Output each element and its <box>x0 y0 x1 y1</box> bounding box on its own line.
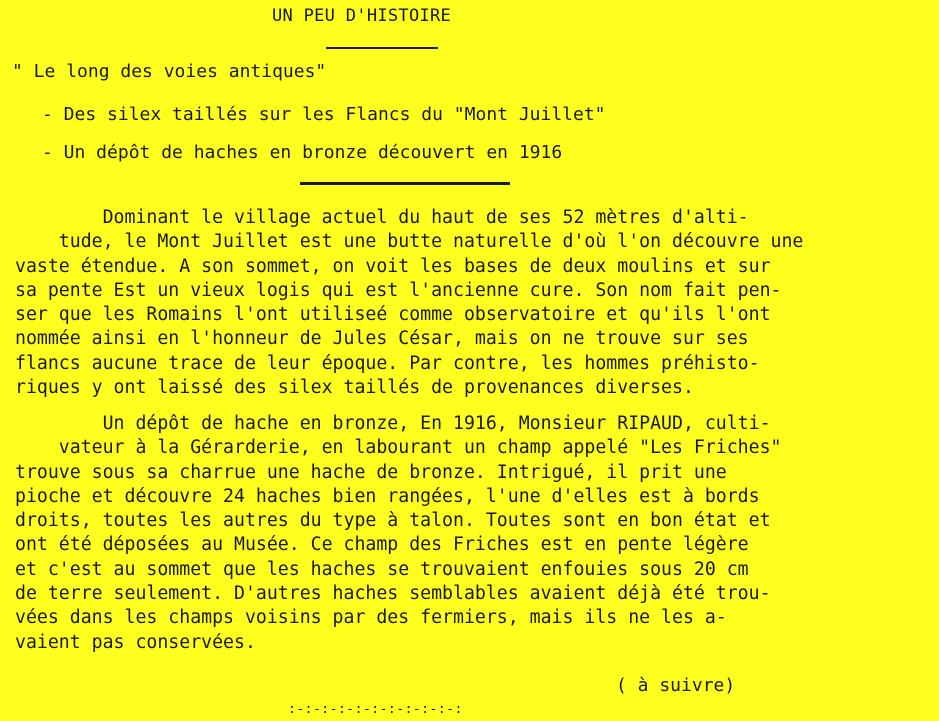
paragraph-mont-juillet: Dominant le village actuel du haut de ses 52 mètres d'alti- tude, le Mont Juillet est une butte naturelle d'où l'on découvre une vaste étendue. A son sommet, on voit les bases de deux moulins et sur sa pente Est un vieux logis qui est l'ancienne cure. Son nom fait pen- ser que les Romains l'ont utiliseé comme observatoire et qu'ils l'ont nommée ainsi en l'honneur de Jules César, mais on ne trouve sur ses flancs aucune trace de leur époque. Par contre, les hommes préhisto- riques y ont laissé des silex taillés de provenances diverses. <box>15 207 804 399</box>
document-subtitle: " Le long des voies antiques" <box>12 61 327 82</box>
document-title: UN PEU D'HISTOIRE <box>272 6 452 26</box>
bullet-item: - Un dépôt de haches en bronze découvert en 1916 <box>42 142 563 163</box>
paragraph-bronze-axes: Un dépôt de hache en bronze, En 1916, Monsieur RIPAUD, culti- vateur à la Gérarderie, en labourant un champ appelé "Les Friches" trouve sous sa charrue une hache de bronze. Intrigué, il prit une pioche et découvre 24 haches bien rangées, l'une d'elles est à bords droits, toutes les autres du type à talon. Toutes sont en bon état et ont été déposées au Musée. Ce champ des Friches est en pente légère et c'est au sommet que les haches se trouvaient enfouies sous 20 cm de terre seulement. D'autres haches semblables avaient déjà été trou- vées dans les champs voisins par des fermiers, mais ils ne les a- vaient pas conservées. <box>15 413 782 653</box>
section-divider <box>300 182 510 185</box>
title-underline <box>326 47 438 49</box>
to-be-continued-note: ( à suivre) <box>616 675 736 696</box>
bullet-item: - Des silex taillés sur les Flancs du "Mont Juillet" <box>42 104 606 125</box>
ornamental-divider: :-:-:-:-:-:-:-:-:-:-: <box>288 702 463 717</box>
